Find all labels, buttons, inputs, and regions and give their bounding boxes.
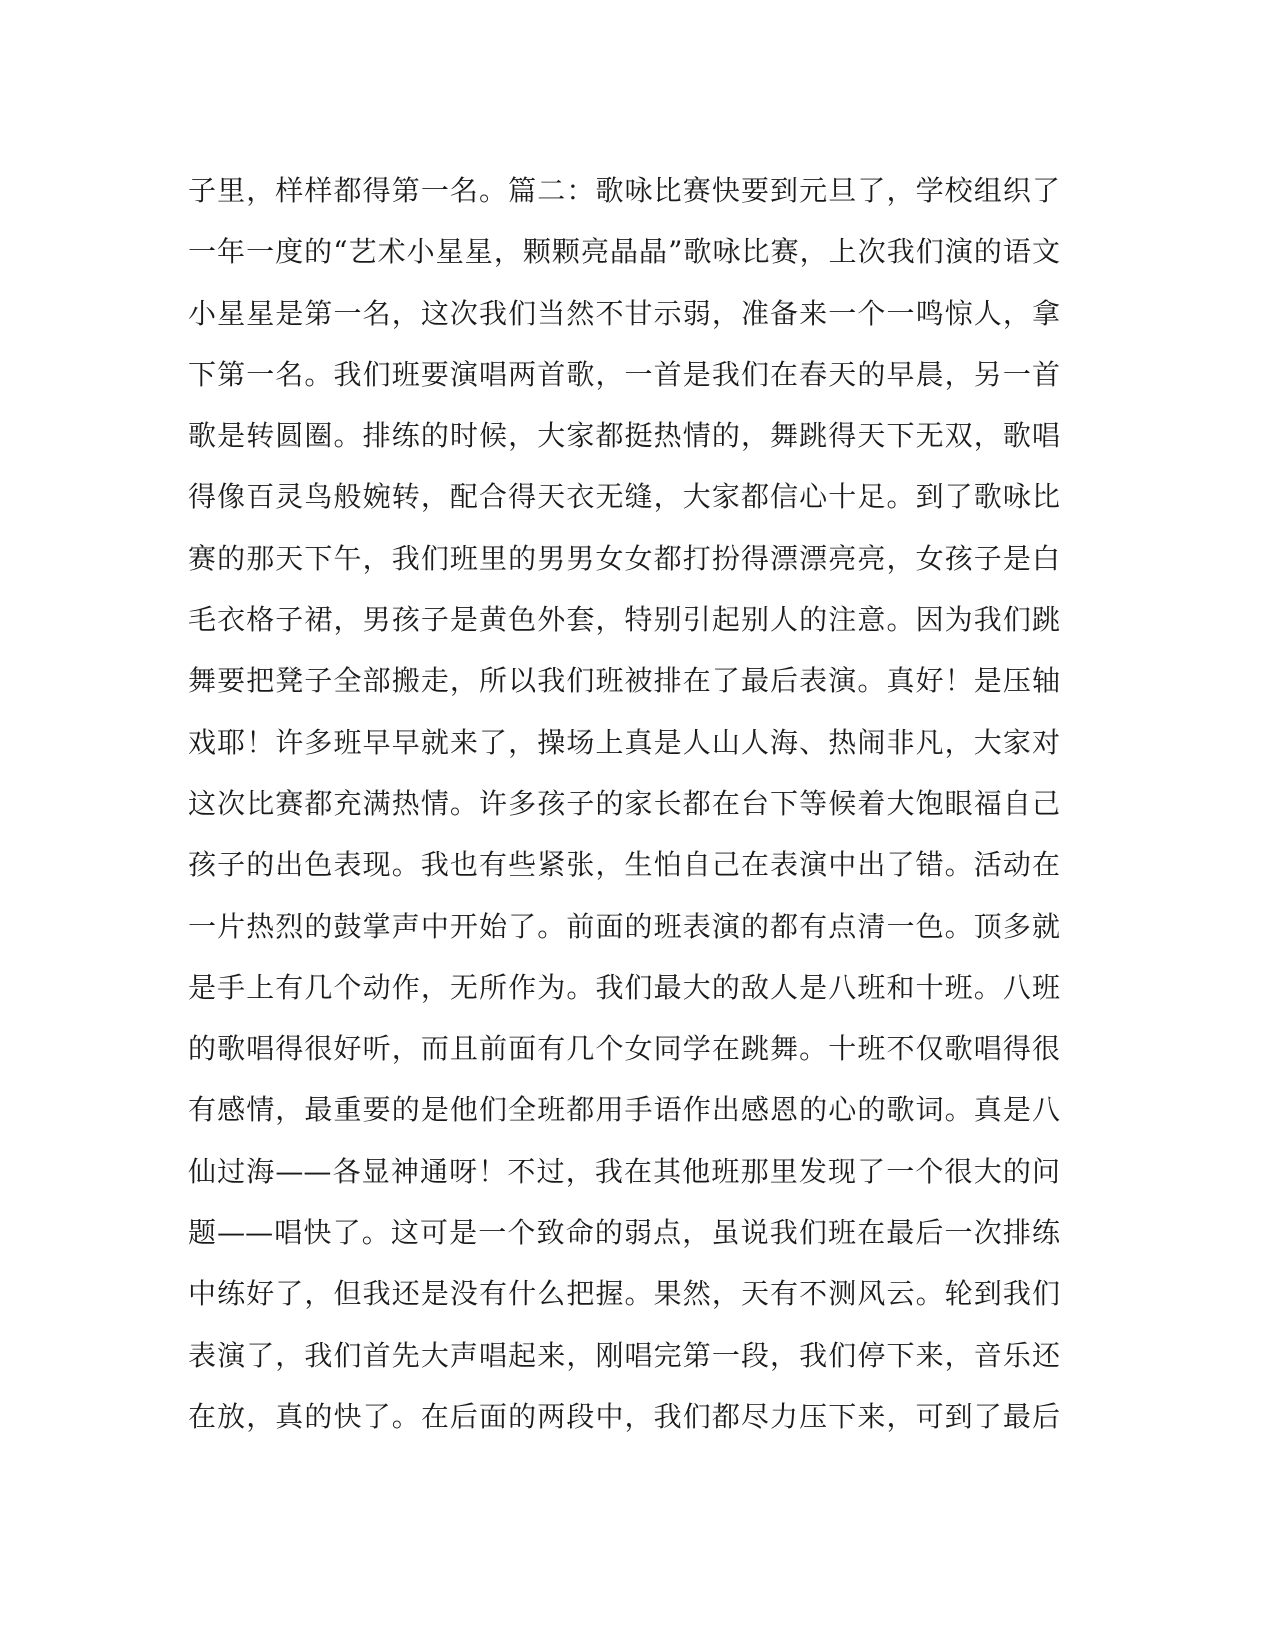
text-line-12: 孩子的出色表现。我也有些紧张，生怕自己在表演中出了错。活动在 bbox=[188, 848, 1060, 882]
body-text bbox=[188, 160, 1060, 1447]
text-line-4: 下第一名。我们班要演唱两首歌，一首是我们在春天的早晨，另一首 bbox=[188, 357, 1060, 391]
text-line-3: 小星星是第一名，这次我们当然不甘示弱，准备来一个一鸣惊人，拿 bbox=[188, 296, 1060, 330]
text-line-6: 得像百灵鸟般婉转，配合得天衣无缝，大家都信心十足。到了歌咏比 bbox=[188, 480, 1060, 514]
text-line-16: 有感情，最重要的是他们全班都用手语作出感恩的心的歌词。真是八 bbox=[188, 1093, 1060, 1127]
text-line-15: 的歌唱得很好听，而且前面有几个女同学在跳舞。十班不仅歌唱得很 bbox=[188, 1032, 1060, 1066]
text-line-2: 一年一度的“艺术小星星，颗颗亮晶晶”歌咏比赛，上次我们演的语文 bbox=[188, 235, 1060, 269]
text-line-18: 题——唱快了。这可是一个致命的弱点，虽说我们班在最后一次排练 bbox=[188, 1216, 1060, 1250]
text-line-5: 歌是转圆圈。排练的时候，大家都挺热情的，舞跳得天下无双，歌唱 bbox=[188, 419, 1060, 453]
text-line-1: 子里，样样都得第一名。篇二：歌咏比赛快要到元旦了，学校组织了 bbox=[188, 174, 1060, 207]
text-line-14: 是手上有几个动作，无所作为。我们最大的敌人是八班和十班。八班 bbox=[188, 970, 1060, 1004]
text-line-20: 表演了，我们首先大声唱起来，刚唱完第一段，我们停下来，音乐还 bbox=[188, 1338, 1060, 1372]
text-line-21: 在放，真的快了。在后面的两段中，我们都尽力压下来，可到了最后 bbox=[188, 1399, 1060, 1433]
text-line-11: 这次比赛都充满热情。许多孩子的家长都在台下等候着大饱眼福自己 bbox=[188, 786, 1060, 820]
text-line-7: 赛的那天下午，我们班里的男男女女都打扮得漂漂亮亮，女孩子是白 bbox=[188, 541, 1060, 575]
text-line-8: 毛衣格子裙，男孩子是黄色外套，特别引起别人的注意。因为我们跳 bbox=[188, 603, 1060, 637]
text-line-19: 中练好了，但我还是没有什么把握。果然，天有不测风云。轮到我们 bbox=[188, 1277, 1060, 1311]
text-line-13: 一片热烈的鼓掌声中开始了。前面的班表演的都有点清一色。顶多就 bbox=[188, 909, 1060, 943]
text-line-9: 舞要把凳子全部搬走，所以我们班被排在了最后表演。真好！是压轴 bbox=[188, 664, 1060, 698]
text-line-17: 仙过海——各显神通呀！不过，我在其他班那里发现了一个很大的问 bbox=[188, 1154, 1060, 1188]
text-line-10: 戏耶！许多班早早就来了，操场上真是人山人海、热闹非凡，大家对 bbox=[188, 725, 1060, 759]
